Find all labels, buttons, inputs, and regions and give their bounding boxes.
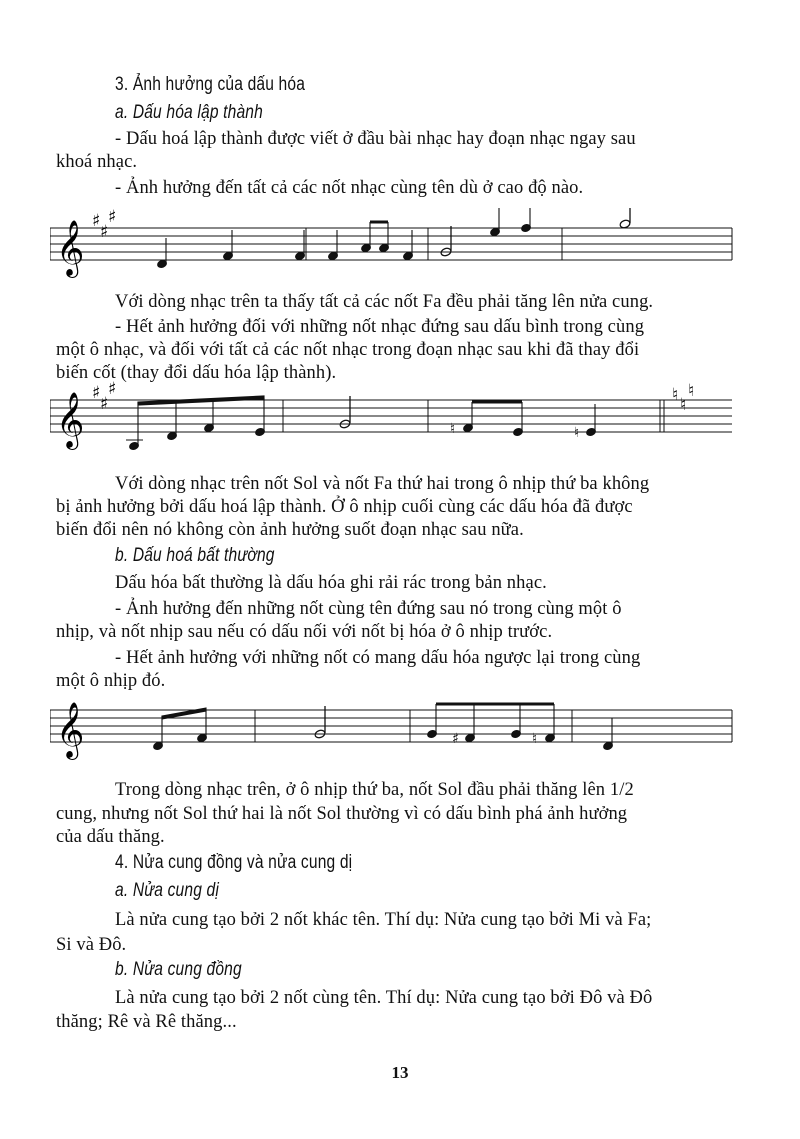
- paragraph-line: - Hết ảnh hưởng với những nốt có mang dấu hóa ngược lại trong cùng: [115, 648, 641, 668]
- paragraph-line: Si và Đô.: [56, 935, 127, 955]
- section-3-title: 3. Ảnh hưởng của dấu hóa: [115, 74, 306, 95]
- paragraph-line: nhịp, và nốt nhịp sau nếu có dấu nối với nốt bị hóa ở ô nhịp trước.: [56, 622, 553, 642]
- paragraph-line: biến cốt (thay đổi dấu hóa lập thành).: [56, 363, 337, 383]
- paragraph-line: Trong dòng nhạc trên, ở ô nhịp thứ ba, nốt Sol đầu phải thăng lên 1/2: [115, 780, 634, 800]
- music-staff-2: [50, 380, 740, 455]
- paragraph-line: bị ảnh hưởng bởi dấu hoá lập thành. Ở ô nhịp cuối cùng các dấu hóa đã được: [56, 497, 633, 517]
- paragraph-line: biến đổi nên nó không còn ảnh hưởng suốt đoạn nhạc sau nữa.: [56, 520, 524, 540]
- treble-clef-icon: 𝄞: [56, 392, 85, 448]
- svg-text:♯: ♯: [100, 222, 109, 242]
- svg-text:♯: ♯: [108, 208, 117, 227]
- sharp-icon: [92, 380, 116, 414]
- page-number: 13: [391, 1063, 409, 1082]
- paragraph-line: - Dấu hoá lập thành được viết ở đầu bài nhạc hay đoạn nhạc ngay sau: [115, 129, 636, 149]
- paragraph-line: - Ảnh hưởng đến tất cả các nốt nhạc cùng tên dù ở cao độ nào.: [115, 178, 584, 198]
- paragraph-line: Với dòng nhạc trên ta thấy tất cả các nốt Fa đều phải tăng lên nửa cung.: [115, 292, 654, 312]
- section-3a-title: a. Dấu hóa lập thành: [115, 102, 263, 123]
- section-4a-title: a. Nửa cung dị: [115, 880, 219, 901]
- music-staff-3: [50, 690, 740, 760]
- music-staff-1: [50, 208, 740, 278]
- svg-text:♮: ♮: [672, 385, 679, 405]
- paragraph-line: một ô nhạc, và đối với tất cả các nốt nhạc trong đoạn nhạc sau khi đã thay đổi: [56, 340, 640, 360]
- paragraph-line: Dấu hóa bất thường là dấu hóa ghi rải rác trong bản nhạc.: [115, 573, 547, 593]
- natural-icon: ♮: [532, 731, 538, 747]
- svg-text:♮: ♮: [680, 395, 687, 415]
- section-4b-title: b. Nửa cung đồng: [115, 959, 242, 980]
- paragraph-line: Là nửa cung tạo bởi 2 nốt khác tên. Thí dụ: Nửa cung tạo bởi Mi và Fa;: [115, 910, 652, 930]
- treble-clef-icon: 𝄞: [56, 220, 85, 276]
- paragraph-line: cung, nhưng nốt Sol thứ hai là nốt Sol thường vì có dấu bình phá ảnh hưởng: [56, 804, 628, 824]
- svg-text:♯: ♯: [108, 380, 117, 399]
- sharp-icon: [92, 208, 116, 242]
- paragraph-line: một ô nhịp đó.: [56, 671, 166, 691]
- svg-text:♯: ♯: [92, 383, 101, 403]
- svg-text:♯: ♯: [92, 211, 101, 231]
- svg-text:♮: ♮: [688, 381, 695, 401]
- treble-clef-icon: 𝄞: [56, 702, 85, 758]
- section-3b-title: b. Dấu hoá bất thường: [115, 545, 275, 566]
- paragraph-line: - Ảnh hưởng đến những nốt cùng tên đứng sau nó trong cùng một ô: [115, 599, 622, 619]
- svg-text:♯: ♯: [100, 394, 109, 414]
- natural-icon: ♮: [574, 425, 580, 441]
- paragraph-line: khoá nhạc.: [56, 152, 138, 172]
- paragraph-line: Với dòng nhạc trên nốt Sol và nốt Fa thứ hai trong ô nhịp thứ ba không: [115, 474, 650, 494]
- paragraph-line: Là nửa cung tạo bởi 2 nốt cùng tên. Thí dụ: Nửa cung tạo bởi Đô và Đô: [115, 988, 653, 1008]
- paragraph-line: thăng; Rê và Rê thăng...: [56, 1012, 237, 1032]
- natural-icon: ♮: [450, 421, 456, 437]
- paragraph-line: - Hết ảnh hưởng đối với những nốt nhạc đứng sau dấu bình trong cùng: [115, 317, 645, 337]
- natural-icon: [672, 381, 694, 415]
- sharp-icon: ♯: [452, 731, 459, 747]
- paragraph-line: của dấu thăng.: [56, 827, 165, 847]
- section-4-title: 4. Nửa cung đồng và nửa cung dị: [115, 852, 353, 873]
